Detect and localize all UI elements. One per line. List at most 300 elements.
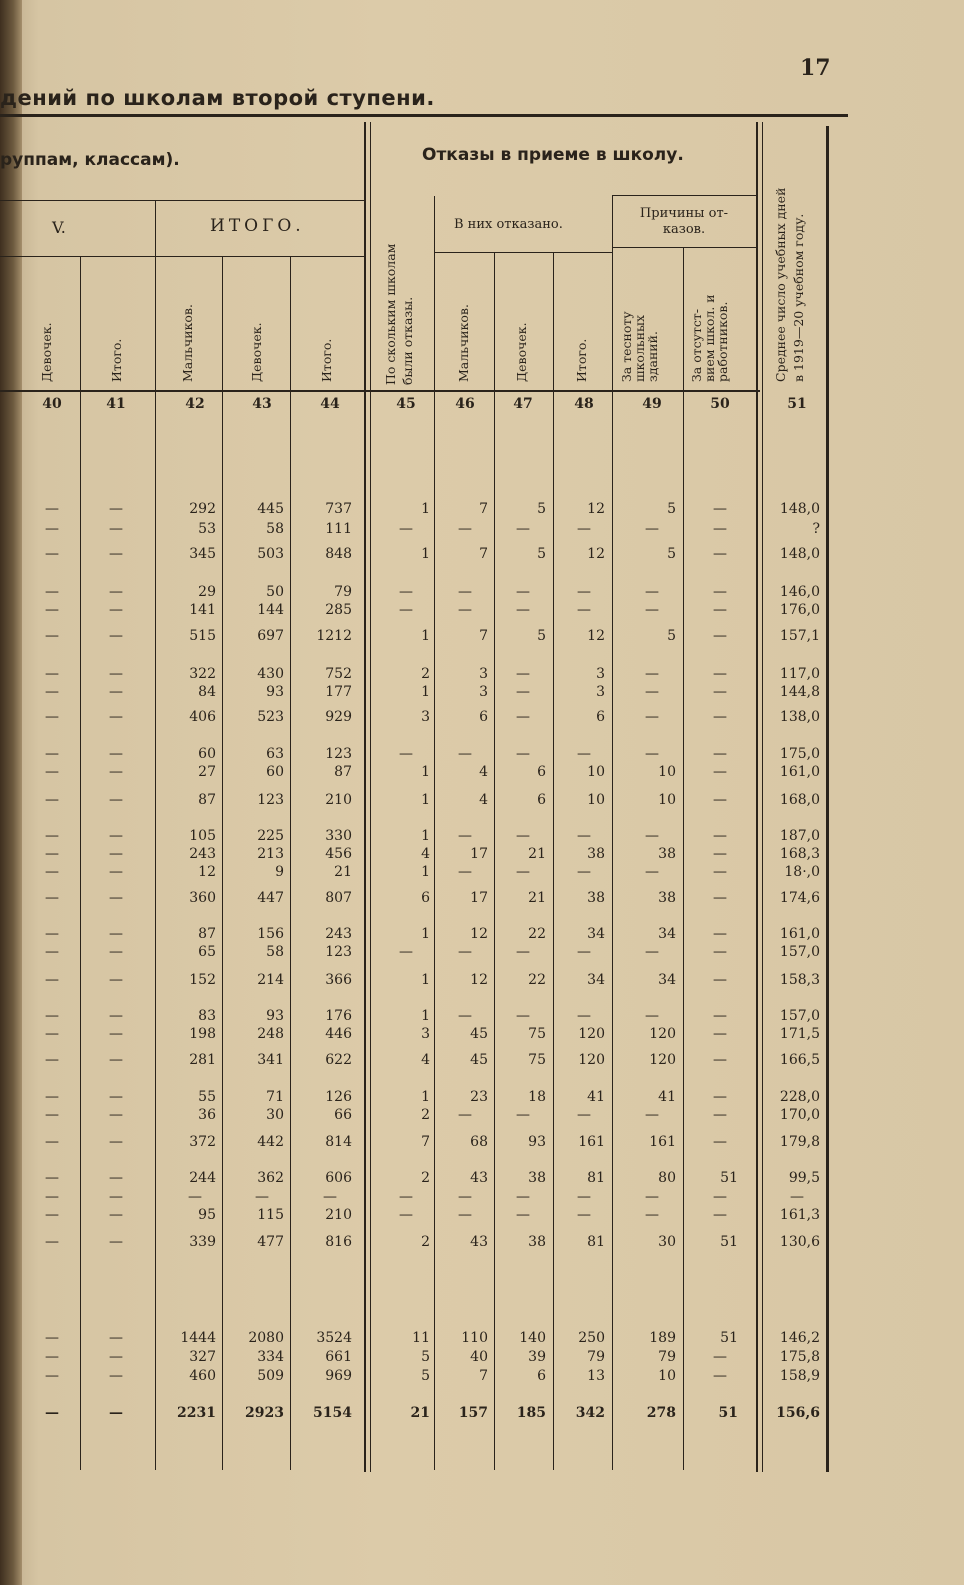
table-cell: — — [109, 1170, 123, 1186]
table-cell: — — [109, 1368, 123, 1384]
table-cell: — — [645, 602, 659, 618]
table-cell: 175,8 — [779, 1349, 820, 1365]
table-cell: — — [458, 1107, 472, 1123]
table-cell: — — [458, 944, 472, 960]
table-cell: 38 — [587, 890, 605, 906]
table-cell: 21 — [528, 890, 546, 906]
table-cell: — — [45, 501, 59, 517]
table-cell: 442 — [257, 1134, 284, 1150]
table-cell: 161,3 — [779, 1207, 820, 1223]
column-number: 51 — [787, 396, 807, 412]
table-cell: 6 — [479, 709, 488, 725]
table-cell: — — [577, 1107, 591, 1123]
table-cell: 334 — [257, 1349, 284, 1365]
table-cell: — — [516, 944, 530, 960]
table-cell: 93 — [528, 1134, 546, 1150]
table-cell: 176,0 — [779, 602, 820, 618]
table-cell: — — [516, 602, 530, 618]
table-cell: 146,2 — [779, 1330, 820, 1346]
col-crowding: За тесноту школьных зданий. — [619, 311, 660, 382]
table-cell: 2080 — [248, 1330, 284, 1346]
table-cell: — — [45, 864, 59, 880]
col-girls: Девочек. — [249, 322, 264, 382]
table-cell: — — [713, 709, 727, 725]
table-cell: 40 — [470, 1349, 488, 1365]
table-cell: 366 — [325, 972, 352, 988]
table-cell: 41 — [658, 1089, 676, 1105]
table-cell: 120 — [649, 1026, 676, 1042]
table-cell: 34 — [587, 972, 605, 988]
avg-days-label: Среднее число учебных дней в 1919—20 учебном году. — [773, 187, 806, 382]
table-cell: 292 — [189, 501, 216, 517]
table-cell: 51 — [720, 1234, 738, 1250]
table-cell: 144 — [257, 602, 284, 618]
table-cell: — — [45, 1026, 59, 1042]
table-cell: 158,3 — [779, 972, 820, 988]
table-cell: — — [109, 972, 123, 988]
table-cell: 10 — [587, 764, 605, 780]
table-cell: — — [109, 1026, 123, 1042]
table-cell: — — [458, 1189, 472, 1205]
table-cell: 87 — [198, 926, 216, 942]
table-cell: — — [645, 944, 659, 960]
table-cell: — — [713, 746, 727, 762]
table-cell: 6 — [421, 890, 430, 906]
table-cell: 1 — [421, 926, 430, 942]
table-cell: — — [45, 1008, 59, 1024]
table-cell: 38 — [528, 1234, 546, 1250]
table-cell: 87 — [334, 764, 352, 780]
table-cell: 243 — [189, 846, 216, 862]
table-cell: 111 — [325, 521, 352, 537]
column-number: 48 — [574, 396, 594, 412]
reasons-label: Причины от- казов. — [639, 206, 729, 237]
table-cell: — — [109, 926, 123, 942]
table-cell: 807 — [325, 890, 352, 906]
table-cell: 171,5 — [779, 1026, 820, 1042]
header-rule-6 — [612, 195, 756, 196]
table-cell: 1 — [421, 628, 430, 644]
table-cell: 13 — [587, 1368, 605, 1384]
table-cell: 10 — [658, 1368, 676, 1384]
table-cell: — — [109, 628, 123, 644]
table-cell: — — [713, 764, 727, 780]
table-cell: 606 — [325, 1170, 352, 1186]
table-cell: 170,0 — [779, 1107, 820, 1123]
table-cell: 7 — [479, 546, 488, 562]
table-cell: 17 — [470, 890, 488, 906]
table-cell: 81 — [587, 1234, 605, 1250]
refused-of-them-label: В них отказано. — [454, 217, 563, 232]
table-cell: 3524 — [316, 1330, 352, 1346]
table-cell: — — [516, 1189, 530, 1205]
table-cell: 4 — [479, 792, 488, 808]
table-cell: — — [45, 890, 59, 906]
table-cell: — — [516, 828, 530, 844]
table-cell: 523 — [257, 709, 284, 725]
table-cell: 157,0 — [779, 944, 820, 960]
table-cell: 21 — [334, 864, 352, 880]
table-cell: 12 — [470, 926, 488, 942]
table-cell: 75 — [528, 1026, 546, 1042]
table-cell: 22 — [528, 926, 546, 942]
column-number: 40 — [42, 396, 62, 412]
table-cell: 2 — [421, 666, 430, 682]
table-cell: — — [45, 828, 59, 844]
group-total-label: ИТОГО. — [210, 216, 305, 236]
table-cell: 156 — [257, 926, 284, 942]
table-cell: — — [399, 1207, 413, 1223]
table-cell: — — [399, 584, 413, 600]
table-cell: 5154 — [313, 1405, 352, 1421]
table-cell: — — [516, 684, 530, 700]
col-no-workers: За отсутст- вием школ. и работников. — [689, 294, 730, 382]
table-cell: — — [45, 1234, 59, 1250]
table-cell: — — [255, 1189, 269, 1205]
table-cell: — — [577, 746, 591, 762]
table-cell: — — [399, 944, 413, 960]
table-cell: — — [713, 584, 727, 600]
table-cell: 345 — [189, 546, 216, 562]
table-cell: 126 — [325, 1089, 352, 1105]
table-cell: — — [713, 1207, 727, 1223]
table-cell: — — [713, 828, 727, 844]
column-number: 43 — [252, 396, 272, 412]
header-rule-3 — [0, 390, 760, 392]
table-cell: — — [713, 521, 727, 537]
table-cell: — — [516, 864, 530, 880]
table-cell: — — [790, 1189, 804, 1205]
table-cell: 156,6 — [776, 1405, 820, 1421]
table-cell: 198 — [189, 1026, 216, 1042]
table-cell: 45 — [470, 1052, 488, 1068]
table-cell: 79 — [587, 1349, 605, 1365]
table-cell: 152 — [189, 972, 216, 988]
table-cell: 1212 — [316, 628, 352, 644]
table-cell: 58 — [266, 944, 284, 960]
table-cell: 22 — [528, 972, 546, 988]
table-cell: — — [45, 1189, 59, 1205]
table-cell: — — [109, 944, 123, 960]
table-cell: 161,0 — [779, 926, 820, 942]
table-cell: 814 — [325, 1134, 352, 1150]
table-cell: 115 — [257, 1207, 284, 1223]
table-cell: 445 — [257, 501, 284, 517]
table-cell: — — [188, 1189, 202, 1205]
table-cell: 168,0 — [779, 792, 820, 808]
table-cell: 29 — [198, 584, 216, 600]
table-cell: — — [713, 501, 727, 517]
table-cell: 176 — [325, 1008, 352, 1024]
table-cell: 446 — [325, 1026, 352, 1042]
table-cell: 138,0 — [779, 709, 820, 725]
table-cell: 2231 — [177, 1405, 216, 1421]
table-cell: — — [109, 1349, 123, 1365]
table-cell: 93 — [266, 684, 284, 700]
table-cell: 737 — [325, 501, 352, 517]
table-cell: — — [45, 1107, 59, 1123]
table-cell: 157,0 — [779, 1008, 820, 1024]
table-cell: 146,0 — [779, 584, 820, 600]
table-cell: 123 — [257, 792, 284, 808]
table-cell: 10 — [658, 792, 676, 808]
table-cell: 2923 — [245, 1405, 284, 1421]
table-cell: 83 — [198, 1008, 216, 1024]
col-ref-girls: Девочек. — [514, 322, 529, 382]
table-cell: — — [713, 1107, 727, 1123]
table-cell: 515 — [189, 628, 216, 644]
table-cell: — — [109, 1330, 123, 1346]
table-cell: — — [645, 521, 659, 537]
table-cell: 969 — [325, 1368, 352, 1384]
table-cell: 1 — [421, 828, 430, 844]
table-cell: 456 — [325, 846, 352, 862]
table-cell: 285 — [325, 602, 352, 618]
table-cell: — — [713, 684, 727, 700]
groups-label: руппам, классам). — [0, 150, 180, 170]
table-cell: 1 — [421, 792, 430, 808]
table-cell: 1 — [421, 1089, 430, 1105]
table-cell: 1 — [421, 764, 430, 780]
table-cell: 123 — [325, 944, 352, 960]
book-spine — [0, 0, 22, 1585]
table-cell: 34 — [658, 972, 676, 988]
table-cell: — — [713, 1189, 727, 1205]
table-cell: — — [645, 709, 659, 725]
table-cell: — — [713, 972, 727, 988]
table-cell: — — [645, 666, 659, 682]
table-cell: 362 — [257, 1170, 284, 1186]
table-cell: 187,0 — [779, 828, 820, 844]
table-cell: 213 — [257, 846, 284, 862]
table-cell: 43 — [470, 1170, 488, 1186]
table-cell: — — [45, 926, 59, 942]
table-cell: 4 — [421, 846, 430, 862]
table-cell: 18 — [528, 1089, 546, 1105]
table-cell: — — [109, 764, 123, 780]
table-cell: 38 — [528, 1170, 546, 1186]
table-cell: — — [45, 1052, 59, 1068]
table-cell: 244 — [189, 1170, 216, 1186]
table-cell: — — [516, 746, 530, 762]
table-cell: — — [516, 521, 530, 537]
table-cell: — — [516, 1107, 530, 1123]
table-cell: — — [109, 546, 123, 562]
table-cell: 9 — [275, 864, 284, 880]
table-cell: 228,0 — [779, 1089, 820, 1105]
table-cell: 5 — [667, 546, 676, 562]
table-cell: — — [45, 1207, 59, 1223]
table-cell: 158,9 — [779, 1368, 820, 1384]
table-cell: 460 — [189, 1368, 216, 1384]
table-cell: — — [645, 864, 659, 880]
table-cell: 34 — [658, 926, 676, 942]
table-cell: 51 — [720, 1330, 738, 1346]
table-cell: 622 — [325, 1052, 352, 1068]
table-cell: 43 — [470, 1234, 488, 1250]
table-cell: — — [45, 764, 59, 780]
table-cell: 3 — [479, 666, 488, 682]
table-cell: — — [45, 792, 59, 808]
table-cell: 330 — [325, 828, 352, 844]
table-cell: 34 — [587, 926, 605, 942]
table-cell: 3 — [479, 684, 488, 700]
table-cell: — — [109, 1089, 123, 1105]
table-cell: — — [109, 1107, 123, 1123]
table-cell: — — [45, 1368, 59, 1384]
refusals-label: Отказы в приеме в школу. — [422, 145, 684, 165]
table-cell: 372 — [189, 1134, 216, 1150]
table-cell: — — [458, 602, 472, 618]
table-cell: 38 — [658, 846, 676, 862]
table-cell: — — [713, 1052, 727, 1068]
vrule-2 — [80, 256, 81, 1470]
table-cell: 63 — [266, 746, 284, 762]
table-cell: — — [109, 666, 123, 682]
table-cell: 477 — [257, 1234, 284, 1250]
table-cell: — — [713, 1008, 727, 1024]
table-cell: 144,8 — [779, 684, 820, 700]
table-cell: 5 — [421, 1349, 430, 1365]
table-cell: 1 — [421, 864, 430, 880]
col-ref-total: Итого. — [574, 338, 589, 382]
table-cell: 816 — [325, 1234, 352, 1250]
table-cell: 509 — [257, 1368, 284, 1384]
table-cell: — — [109, 746, 123, 762]
table-cell: 5 — [667, 501, 676, 517]
table-cell: — — [458, 864, 472, 880]
table-cell: — — [713, 1134, 727, 1150]
table-cell: 79 — [658, 1349, 676, 1365]
table-cell: 51 — [720, 1170, 738, 1186]
table-cell: 406 — [189, 709, 216, 725]
table-cell: 66 — [334, 1107, 352, 1123]
table-cell: 157,1 — [779, 628, 820, 644]
table-cell: 123 — [325, 746, 352, 762]
table-cell: — — [713, 846, 727, 862]
table-cell: — — [109, 1134, 123, 1150]
table-cell: — — [109, 501, 123, 517]
table-cell: — — [713, 944, 727, 960]
header-rule-2 — [0, 256, 364, 257]
table-cell: 10 — [587, 792, 605, 808]
column-number: 50 — [710, 396, 730, 412]
table-cell: 243 — [325, 926, 352, 942]
table-cell: — — [323, 1189, 337, 1205]
col-girls-v: Девочек. — [39, 322, 54, 382]
table-cell: 210 — [325, 1207, 352, 1223]
table-cell: — — [458, 828, 472, 844]
table-cell: 157 — [458, 1405, 488, 1421]
table-cell: — — [645, 584, 659, 600]
table-cell: 148,0 — [779, 546, 820, 562]
table-cell: 105 — [189, 828, 216, 844]
table-cell: 58 — [266, 521, 284, 537]
table-cell: 38 — [658, 890, 676, 906]
table-cell: 148,0 — [779, 501, 820, 517]
table-cell: 75 — [528, 1052, 546, 1068]
table-cell: 18·,0 — [784, 864, 820, 880]
table-cell: — — [713, 1349, 727, 1365]
table-cell: — — [45, 1349, 59, 1365]
table-cell: 7 — [479, 1368, 488, 1384]
table-cell: — — [45, 628, 59, 644]
table-cell: — — [458, 584, 472, 600]
table-cell: — — [577, 944, 591, 960]
table-cell: — — [45, 1170, 59, 1186]
table-cell: — — [45, 584, 59, 600]
schools-refused-label: По скольким школам были отказы. — [383, 243, 415, 385]
table-cell: 71 — [266, 1089, 284, 1105]
table-cell: — — [109, 709, 123, 725]
table-cell: 342 — [575, 1405, 605, 1421]
table-cell: 168,3 — [779, 846, 820, 862]
table-cell: — — [577, 521, 591, 537]
table-cell: 93 — [266, 1008, 284, 1024]
table-cell: 12 — [198, 864, 216, 880]
table-cell: 848 — [325, 546, 352, 562]
table-cell: — — [45, 1405, 59, 1421]
table-cell: — — [45, 1330, 59, 1346]
table-cell: — — [577, 864, 591, 880]
table-cell: 140 — [519, 1330, 546, 1346]
table-cell: 11 — [412, 1330, 430, 1346]
table-cell: 99,5 — [788, 1170, 820, 1186]
table-cell: 84 — [198, 684, 216, 700]
table-cell: 3 — [421, 709, 430, 725]
table-cell: — — [516, 666, 530, 682]
table-cell: 81 — [587, 1170, 605, 1186]
table-cell: — — [109, 1052, 123, 1068]
table-cell: — — [109, 1189, 123, 1205]
table-cell: 68 — [470, 1134, 488, 1150]
table-cell: 503 — [257, 546, 284, 562]
table-cell: 6 — [537, 792, 546, 808]
table-cell: 161,0 — [779, 764, 820, 780]
table-cell: 36 — [198, 1107, 216, 1123]
table-cell: 7 — [479, 501, 488, 517]
table-cell: — — [713, 926, 727, 942]
table-cell: 51 — [718, 1405, 738, 1421]
table-cell: — — [458, 521, 472, 537]
table-cell: 2 — [421, 1234, 430, 1250]
column-number: 46 — [455, 396, 475, 412]
table-cell: 39 — [528, 1349, 546, 1365]
table-cell: 21 — [528, 846, 546, 862]
table-cell: 322 — [189, 666, 216, 682]
table-cell: — — [645, 1107, 659, 1123]
table-cell: 248 — [257, 1026, 284, 1042]
table-cell: 12 — [587, 501, 605, 517]
table-cell: — — [109, 890, 123, 906]
table-cell: — — [645, 1008, 659, 1024]
table-cell: — — [713, 864, 727, 880]
column-number: 42 — [185, 396, 205, 412]
table-cell: — — [713, 890, 727, 906]
table-cell: 110 — [461, 1330, 488, 1346]
table-cell: — — [645, 1189, 659, 1205]
table-cell: 174,6 — [779, 890, 820, 906]
table-cell: 10 — [658, 764, 676, 780]
table-cell: 21 — [410, 1405, 430, 1421]
table-cell: 327 — [189, 1349, 216, 1365]
table-cell: — — [516, 1207, 530, 1223]
table-cell: 1 — [421, 684, 430, 700]
table-cell: 87 — [198, 792, 216, 808]
table-cell: 697 — [257, 628, 284, 644]
table-cell: 120 — [649, 1052, 676, 1068]
table-cell: 41 — [587, 1089, 605, 1105]
